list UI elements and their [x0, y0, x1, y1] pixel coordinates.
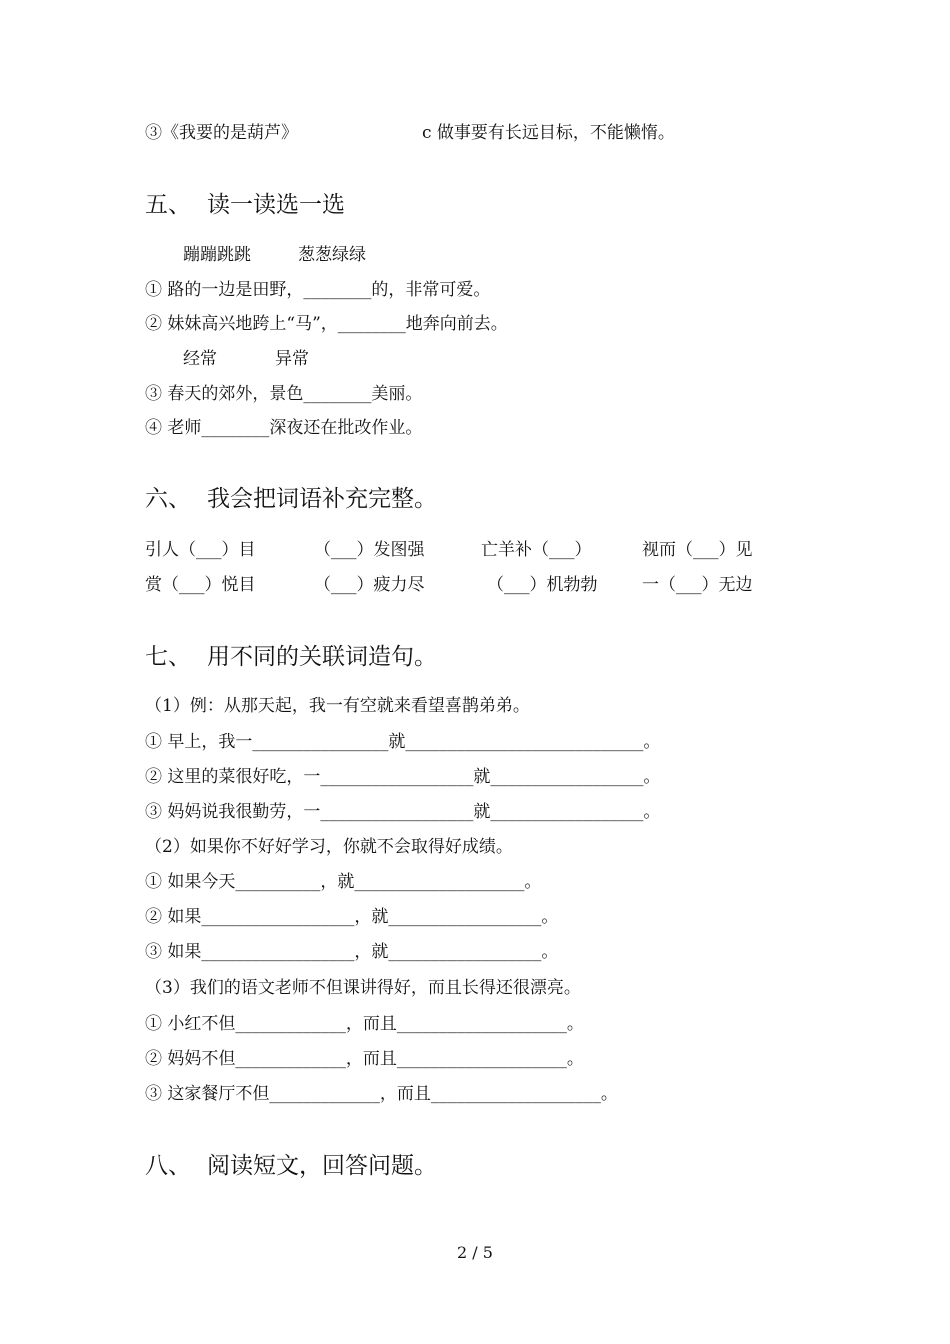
section7-heading — [145, 642, 437, 672]
word-option-4: 异常 — [275, 349, 309, 369]
section5-title: 读一读选一选 — [207, 192, 345, 218]
sentence-line: ③ 妈妈说我很勤劳，一__________________就__________________。 — [145, 802, 661, 822]
section6-number: 六、 — [145, 486, 191, 512]
matching-item-left: ③《我要的是葫芦》 — [145, 123, 298, 143]
section5-question-2: ② 妹妹高兴地跨上“马”，________地奔向前去。 — [145, 314, 508, 334]
sentence-line: ② 如果__________________，就__________________。 — [145, 907, 559, 927]
sentence-line: ② 这里的菜很好吃，一__________________就__________________。 — [145, 767, 661, 787]
sentence-line: ① 如果今天__________，就____________________。 — [145, 872, 542, 892]
sentence-example: （1）例：从那天起，我一有空就来看望喜鹊弟弟。 — [145, 696, 530, 716]
idiom-blank: （___）疲力尽 — [314, 575, 425, 595]
idiom-blank: （___）机勃勃 — [487, 575, 598, 595]
word-option-1: 蹦蹦跳跳 — [183, 245, 251, 265]
page-number: 2 / 5 — [457, 1243, 493, 1262]
section7-title: 用不同的关联词造句。 — [207, 644, 437, 670]
sentence-example: （2）如果你不好好学习，你就不会取得好成绩。 — [145, 837, 513, 857]
idiom-blank: （___）发图强 — [314, 540, 425, 560]
matching-item-right: c 做事要有长远目标，不能懒惰。 — [422, 123, 675, 143]
section5-question-1: ① 路的一边是田野，________的，非常可爱。 — [145, 280, 491, 300]
section5-question-3: ③ 春天的郊外，景色________美丽。 — [145, 384, 423, 404]
word-option-3: 经常 — [183, 349, 217, 369]
section5-number: 五、 — [145, 192, 191, 218]
section7-number: 七、 — [145, 644, 191, 670]
sentence-line: ① 早上，我一________________就____________________________。 — [145, 732, 661, 752]
sentence-line: ② 妈妈不但_____________，而且____________________。 — [145, 1049, 584, 1069]
sentence-line: ③ 这家餐厅不但_____________，而且____________________。 — [145, 1084, 618, 1104]
section8-title: 阅读短文，回答问题。 — [207, 1153, 437, 1179]
section6-title: 我会把词语补充完整。 — [207, 486, 437, 512]
section8-heading — [145, 1151, 437, 1181]
section6-heading — [145, 484, 437, 514]
sentence-line: ① 小红不但_____________，而且____________________。 — [145, 1014, 584, 1034]
idiom-blank: 一（___）无边 — [642, 575, 753, 595]
sentence-line: ③ 如果__________________，就__________________。 — [145, 942, 559, 962]
idiom-blank: 亡羊补（___） — [481, 540, 592, 560]
idiom-blank: 视而（___）见 — [642, 540, 753, 560]
idiom-blank: 引人（___）目 — [145, 540, 256, 560]
section8-number: 八、 — [145, 1153, 191, 1179]
idiom-blank: 赏（___）悦目 — [145, 575, 256, 595]
section5-heading — [145, 190, 345, 220]
section5-question-4: ④ 老师________深夜还在批改作业。 — [145, 418, 423, 438]
word-option-2: 葱葱绿绿 — [298, 245, 366, 265]
sentence-example: （3）我们的语文老师不但课讲得好，而且长得还很漂亮。 — [145, 978, 581, 998]
